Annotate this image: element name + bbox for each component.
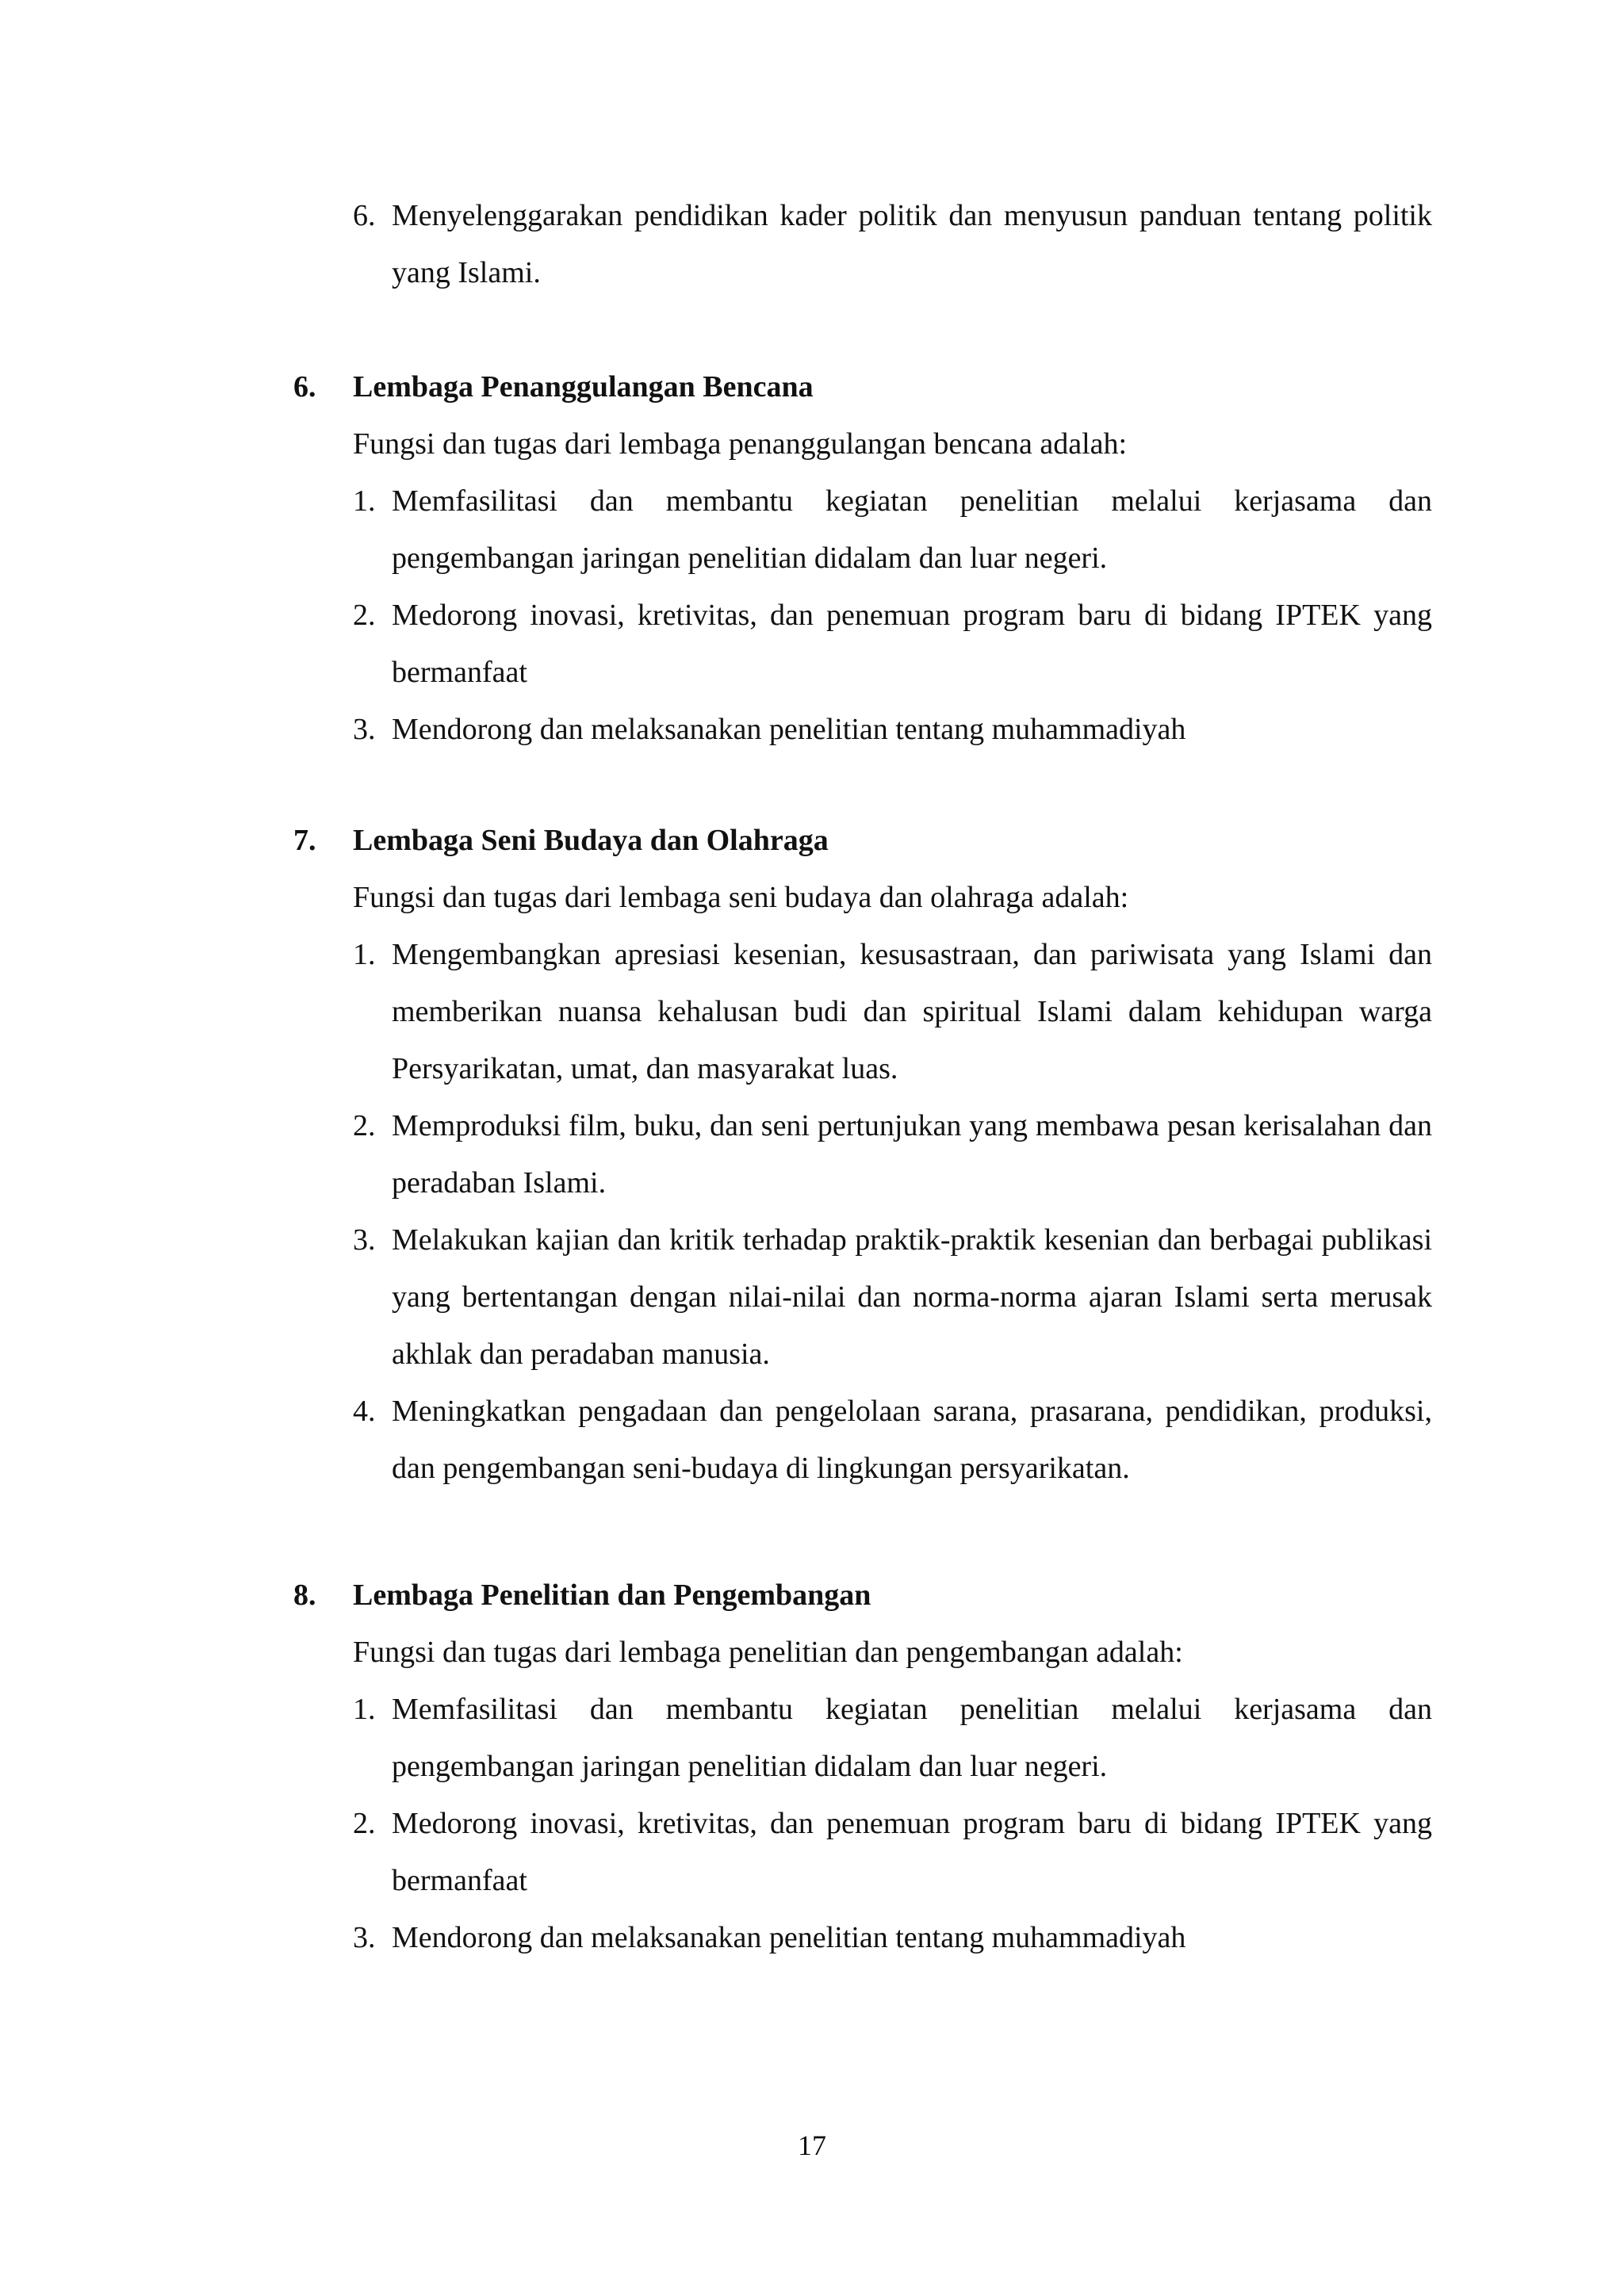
list-item-text: Menyelenggarakan pendidikan kader politik dan menyusun panduan tentang politik yang Islami. [392,199,1432,289]
section-heading [0,812,1624,869]
list-item-text: Meningkatkan pengadaan dan pengelolaan sarana, prasarana, pendidikan, produksi, dan pengembangan seni-budaya di lingkungan persyarikatan. [392,1395,1432,1485]
section-title: Lembaga Seni Budaya dan Olahraga [353,824,829,857]
section-list [0,473,1624,758]
section-7 [0,812,1624,1497]
page-number: 17 [798,2130,826,2161]
list-item-number: 2. [353,1109,376,1142]
list-item-text: Mendorong dan melaksanakan penelitian tentang muhammadiyah [392,1921,1186,1954]
section-intro: Fungsi dan tugas dari lembaga penelitian dan pengembangan adalah: [353,1636,1183,1669]
section-number: 6. [293,370,316,404]
list-item-number: 1. [353,1693,376,1726]
list-item-text: Memfasilitasi dan membantu kegiatan penelitian melalui kerjasama dan pengembangan jaringan penelitian didalam dan luar negeri. [392,1693,1432,1783]
section-list [0,926,1624,1497]
section-title: Lembaga Penanggulangan Bencana [353,370,814,404]
list-item-number: 2. [353,599,376,632]
list-item-text: Medorong inovasi, kretivitas, dan penemuan program baru di bidang IPTEK yang bermanfaat [392,599,1432,689]
list-item [0,1383,1432,1497]
list-item [0,187,1432,301]
list-item [0,1909,1432,1966]
list-item [0,1681,1432,1795]
list-item [0,701,1432,758]
list-item [0,1795,1432,1909]
list-item-number: 3. [353,713,376,746]
list-item [0,926,1432,1097]
list-item-number: 3. [353,1223,376,1257]
section-heading [0,1567,1624,1624]
list-item-text: Mendorong dan melaksanakan penelitian tentang muhammadiyah [392,713,1186,746]
list-item-number: 6. [353,199,376,232]
list-item-text: Mengembangkan apresiasi kesenian, kesusastraan, dan pariwisata yang Islami dan memberikan nuansa kehalusan budi dan spiritual Islami dalam kehidupan warga Persyarikatan, umat, dan masyarakat luas. [392,938,1432,1085]
section-intro: Fungsi dan tugas dari lembaga penanggulangan bencana adalah: [353,427,1128,461]
list-item-number: 2. [353,1807,376,1840]
list-item [0,587,1432,701]
list-item-number: 1. [353,484,376,518]
section-number: 8. [293,1578,316,1612]
section-title: Lembaga Penelitian dan Pengembangan [353,1578,871,1612]
list-item-number: 1. [353,938,376,971]
section-6 [0,358,1624,758]
list-item-text: Melakukan kajian dan kritik terhadap praktik-praktik kesenian dan berbagai publikasi yang bertentangan dengan nilai-nilai dan norma-norma ajaran Islami serta merusak akhlak dan peradaban manusia. [392,1223,1432,1371]
list-item-text: Medorong inovasi, kretivitas, dan penemuan program baru di bidang IPTEK yang bermanfaat [392,1807,1432,1897]
section-list [0,1681,1624,1966]
section-number: 7. [293,824,316,857]
section-heading [0,358,1624,415]
list-item-text: Memfasilitasi dan membantu kegiatan penelitian melalui kerjasama dan pengembangan jaringan penelitian didalam dan luar negeri. [392,484,1432,575]
list-item-number: 4. [353,1395,376,1428]
list-item [0,473,1432,587]
list-item-text: Memproduksi film, buku, dan seni pertunjukan yang membawa pesan kerisalahan dan peradaban Islami. [392,1109,1432,1200]
section-8 [0,1567,1624,1966]
list-item-number: 3. [353,1921,376,1954]
list-item [0,1211,1432,1383]
list-item [0,1097,1432,1211]
top-list [0,187,1624,301]
section-intro: Fungsi dan tugas dari lembaga seni budaya dan olahraga adalah: [353,881,1129,914]
